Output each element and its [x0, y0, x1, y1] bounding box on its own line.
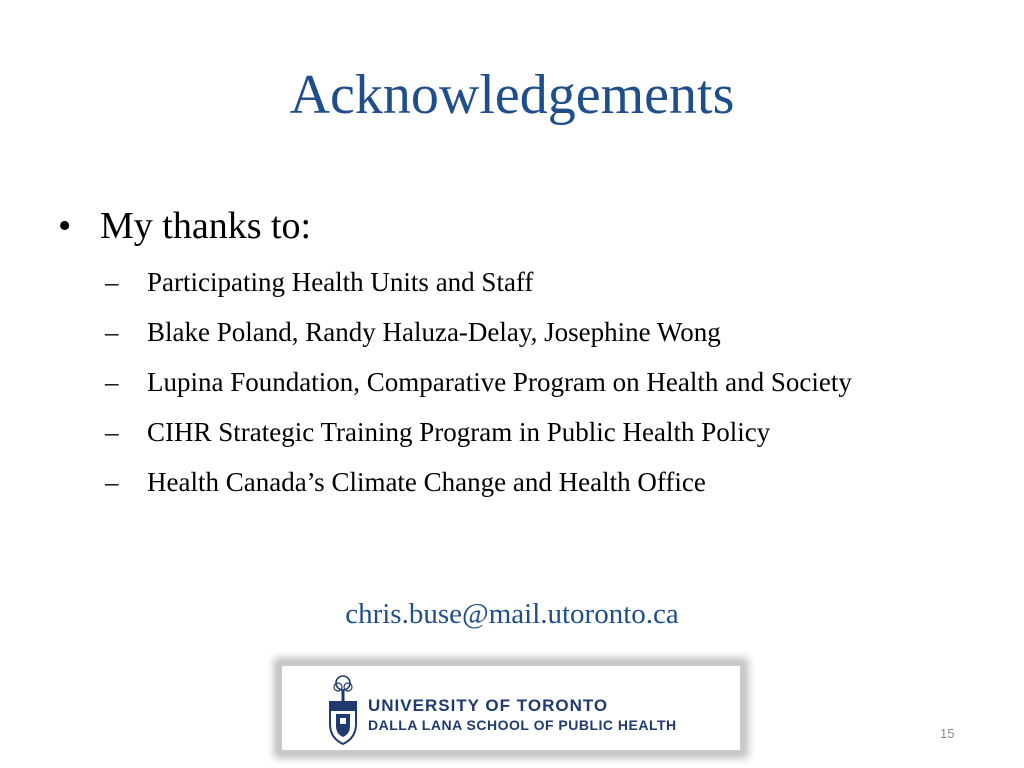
- slide-title: Acknowledgements: [289, 64, 735, 126]
- main-bullet-text: My thanks to:: [100, 205, 312, 247]
- sub-bullet-item: [105, 364, 985, 400]
- university-crest-icon: [326, 674, 360, 746]
- university-name: UNIVERSITY OF TORONTO: [368, 696, 609, 715]
- university-logo: [278, 662, 744, 754]
- sub-bullet-item: [105, 314, 985, 350]
- sub-bullet-list: [105, 264, 985, 514]
- contact-email-link[interactable]: chris.buse@mail.utoronto.ca: [345, 598, 679, 630]
- sub-bullet-text: CIHR Strategic Training Program in Public Health Policy: [147, 417, 771, 447]
- school-name: DALLA LANA SCHOOL OF PUBLIC HEALTH: [368, 717, 677, 733]
- bullet-marker: •: [58, 205, 72, 247]
- dash-marker: –: [105, 267, 119, 297]
- sub-bullet-text: Blake Poland, Randy Haluza-Delay, Josephine Wong: [147, 317, 721, 347]
- sub-bullet-text: Lupina Foundation, Comparative Program on Health and Society: [147, 367, 852, 397]
- dash-marker: –: [105, 317, 119, 347]
- dash-marker: –: [105, 417, 119, 447]
- sub-bullet-text: Health Canada’s Climate Change and Health Office: [147, 467, 706, 497]
- sub-bullet-item: [105, 414, 985, 450]
- sub-bullet-text: Participating Health Units and Staff: [147, 267, 534, 297]
- sub-bullet-item: [105, 264, 985, 300]
- main-bullet: [58, 204, 311, 250]
- sub-bullet-item: [105, 464, 985, 500]
- page-number: 15: [940, 726, 955, 741]
- dash-marker: –: [105, 367, 119, 397]
- dash-marker: –: [105, 467, 119, 497]
